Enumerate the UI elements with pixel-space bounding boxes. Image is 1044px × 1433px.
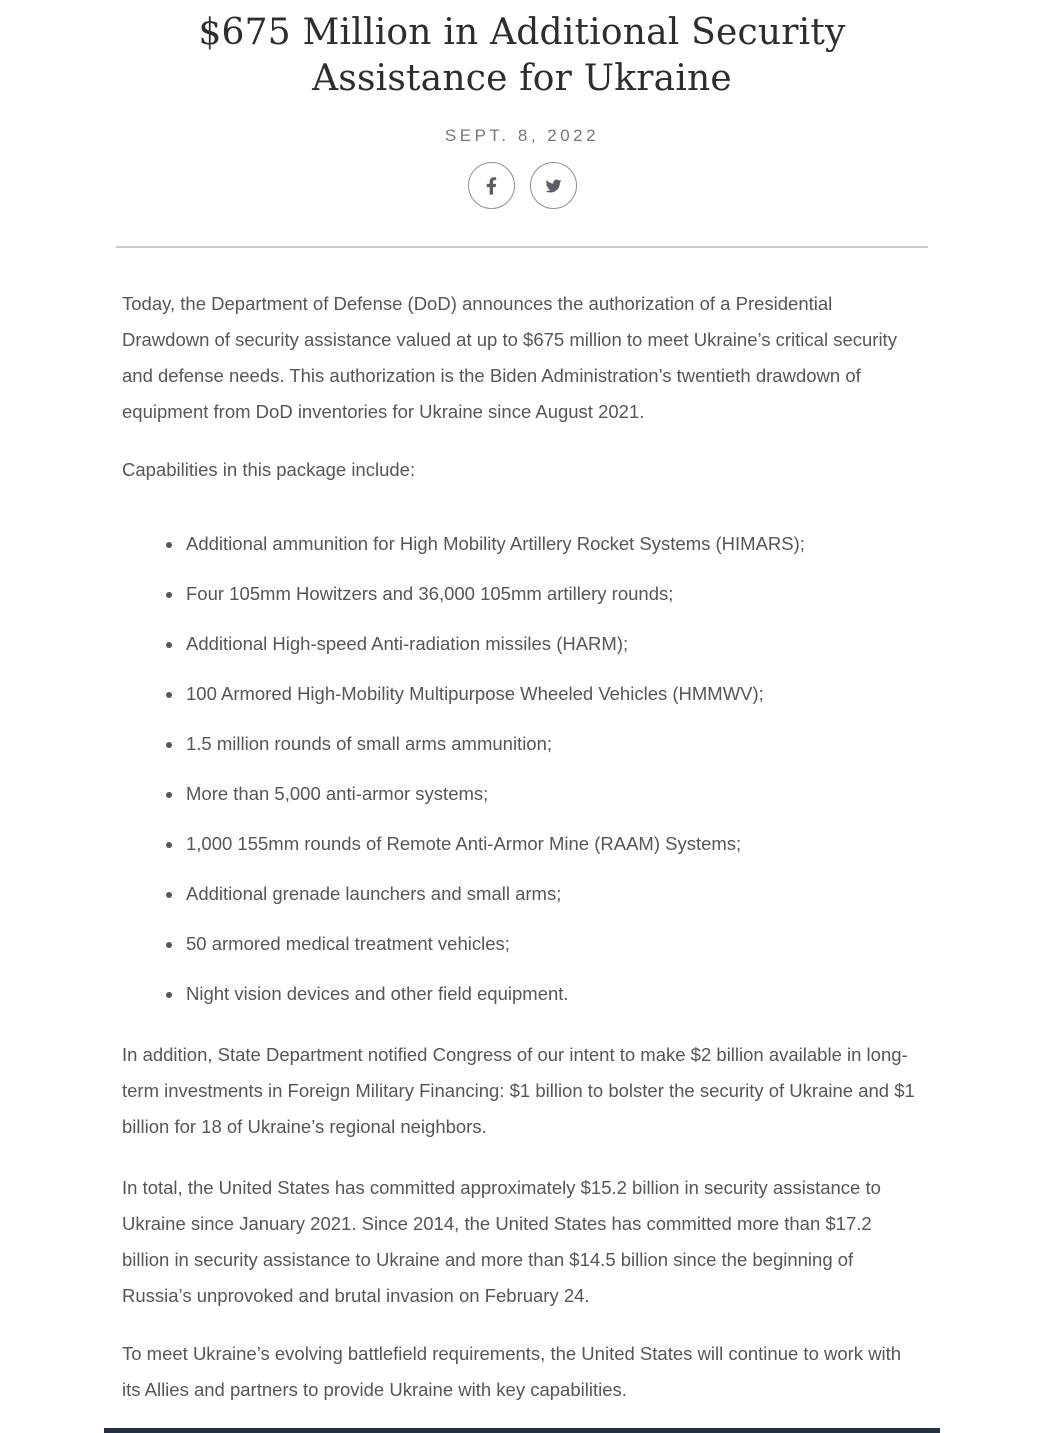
press-release-article [109,10,935,1408]
list-item: • Night vision devices and other field equipment. [184,976,922,1012]
list-item: • Additional ammunition for High Mobility Artillery Rocket Systems (HIMARS); [184,526,922,562]
paragraph-intro: Today, the Department of Defense (DoD) announces the authorization of a Presidential Drawdown of security assistance valued at up to $675 million to meet Ukraine’s critical security and defense needs. This authorization is the Biden Administration’s twentieth drawdown of equipment from DoD inventories for Ukraine since August 2021. [122,293,897,422]
list-item: • More than 5,000 anti-armor systems; [184,776,922,812]
divider [116,246,928,248]
list-item: • 1,000 155mm rounds of Remote Anti-Armor Mine (RAAM) Systems; [184,826,922,862]
list-item: • 100 Armored High-Mobility Multipurpose Wheeled Vehicles (HMMWV); [184,676,922,712]
list-item: • 1.5 million rounds of small arms ammunition; [184,726,922,762]
paragraph-state-department: In addition, State Department notified Congress of our intent to make $2 billion available in long-term investments in Foreign Military Financing: $1 billion to bolster the security of Ukraine and $1 billion for 18 of Ukraine’s regional neighbors. [122,1044,915,1137]
footer-top-edge [104,1428,940,1433]
facebook-share-button[interactable] [468,162,515,209]
twitter-share-button[interactable] [530,162,577,209]
list-item: • Additional grenade launchers and small arms; [184,876,922,912]
twitter-icon [544,178,563,194]
paragraph-capabilities-lead: Capabilities in this package include: [122,459,416,480]
publish-date: SEPT. 8, 2022 [444,126,600,145]
list-item: • Additional High-speed Anti-radiation missiles (HARM); [184,626,922,662]
list-item: • 50 armored medical treatment vehicles; [184,926,922,962]
list-item: • Four 105mm Howitzers and 36,000 105mm artillery rounds; [184,576,922,612]
share-buttons [109,162,935,209]
facebook-icon [486,176,497,196]
paragraph-total-commitment: In total, the United States has committed approximately $15.2 billion in security assistance to Ukraine since January 2021. Since 2014, the United States has committed more than $17.2 billion in security assistance to Ukraine and more than $14.5 billion since the beginning of Russia’s unprovoked and brutal invasion on February 24. [122,1177,881,1306]
capabilities-list [122,526,922,1012]
page-title: $675 Million in Additional Security Assistance for Ukraine [198,12,846,99]
paragraph-closing: To meet Ukraine’s evolving battlefield requirements, the United States will continue to work with its Allies and partners to provide Ukraine with key capabilities. [122,1343,902,1400]
